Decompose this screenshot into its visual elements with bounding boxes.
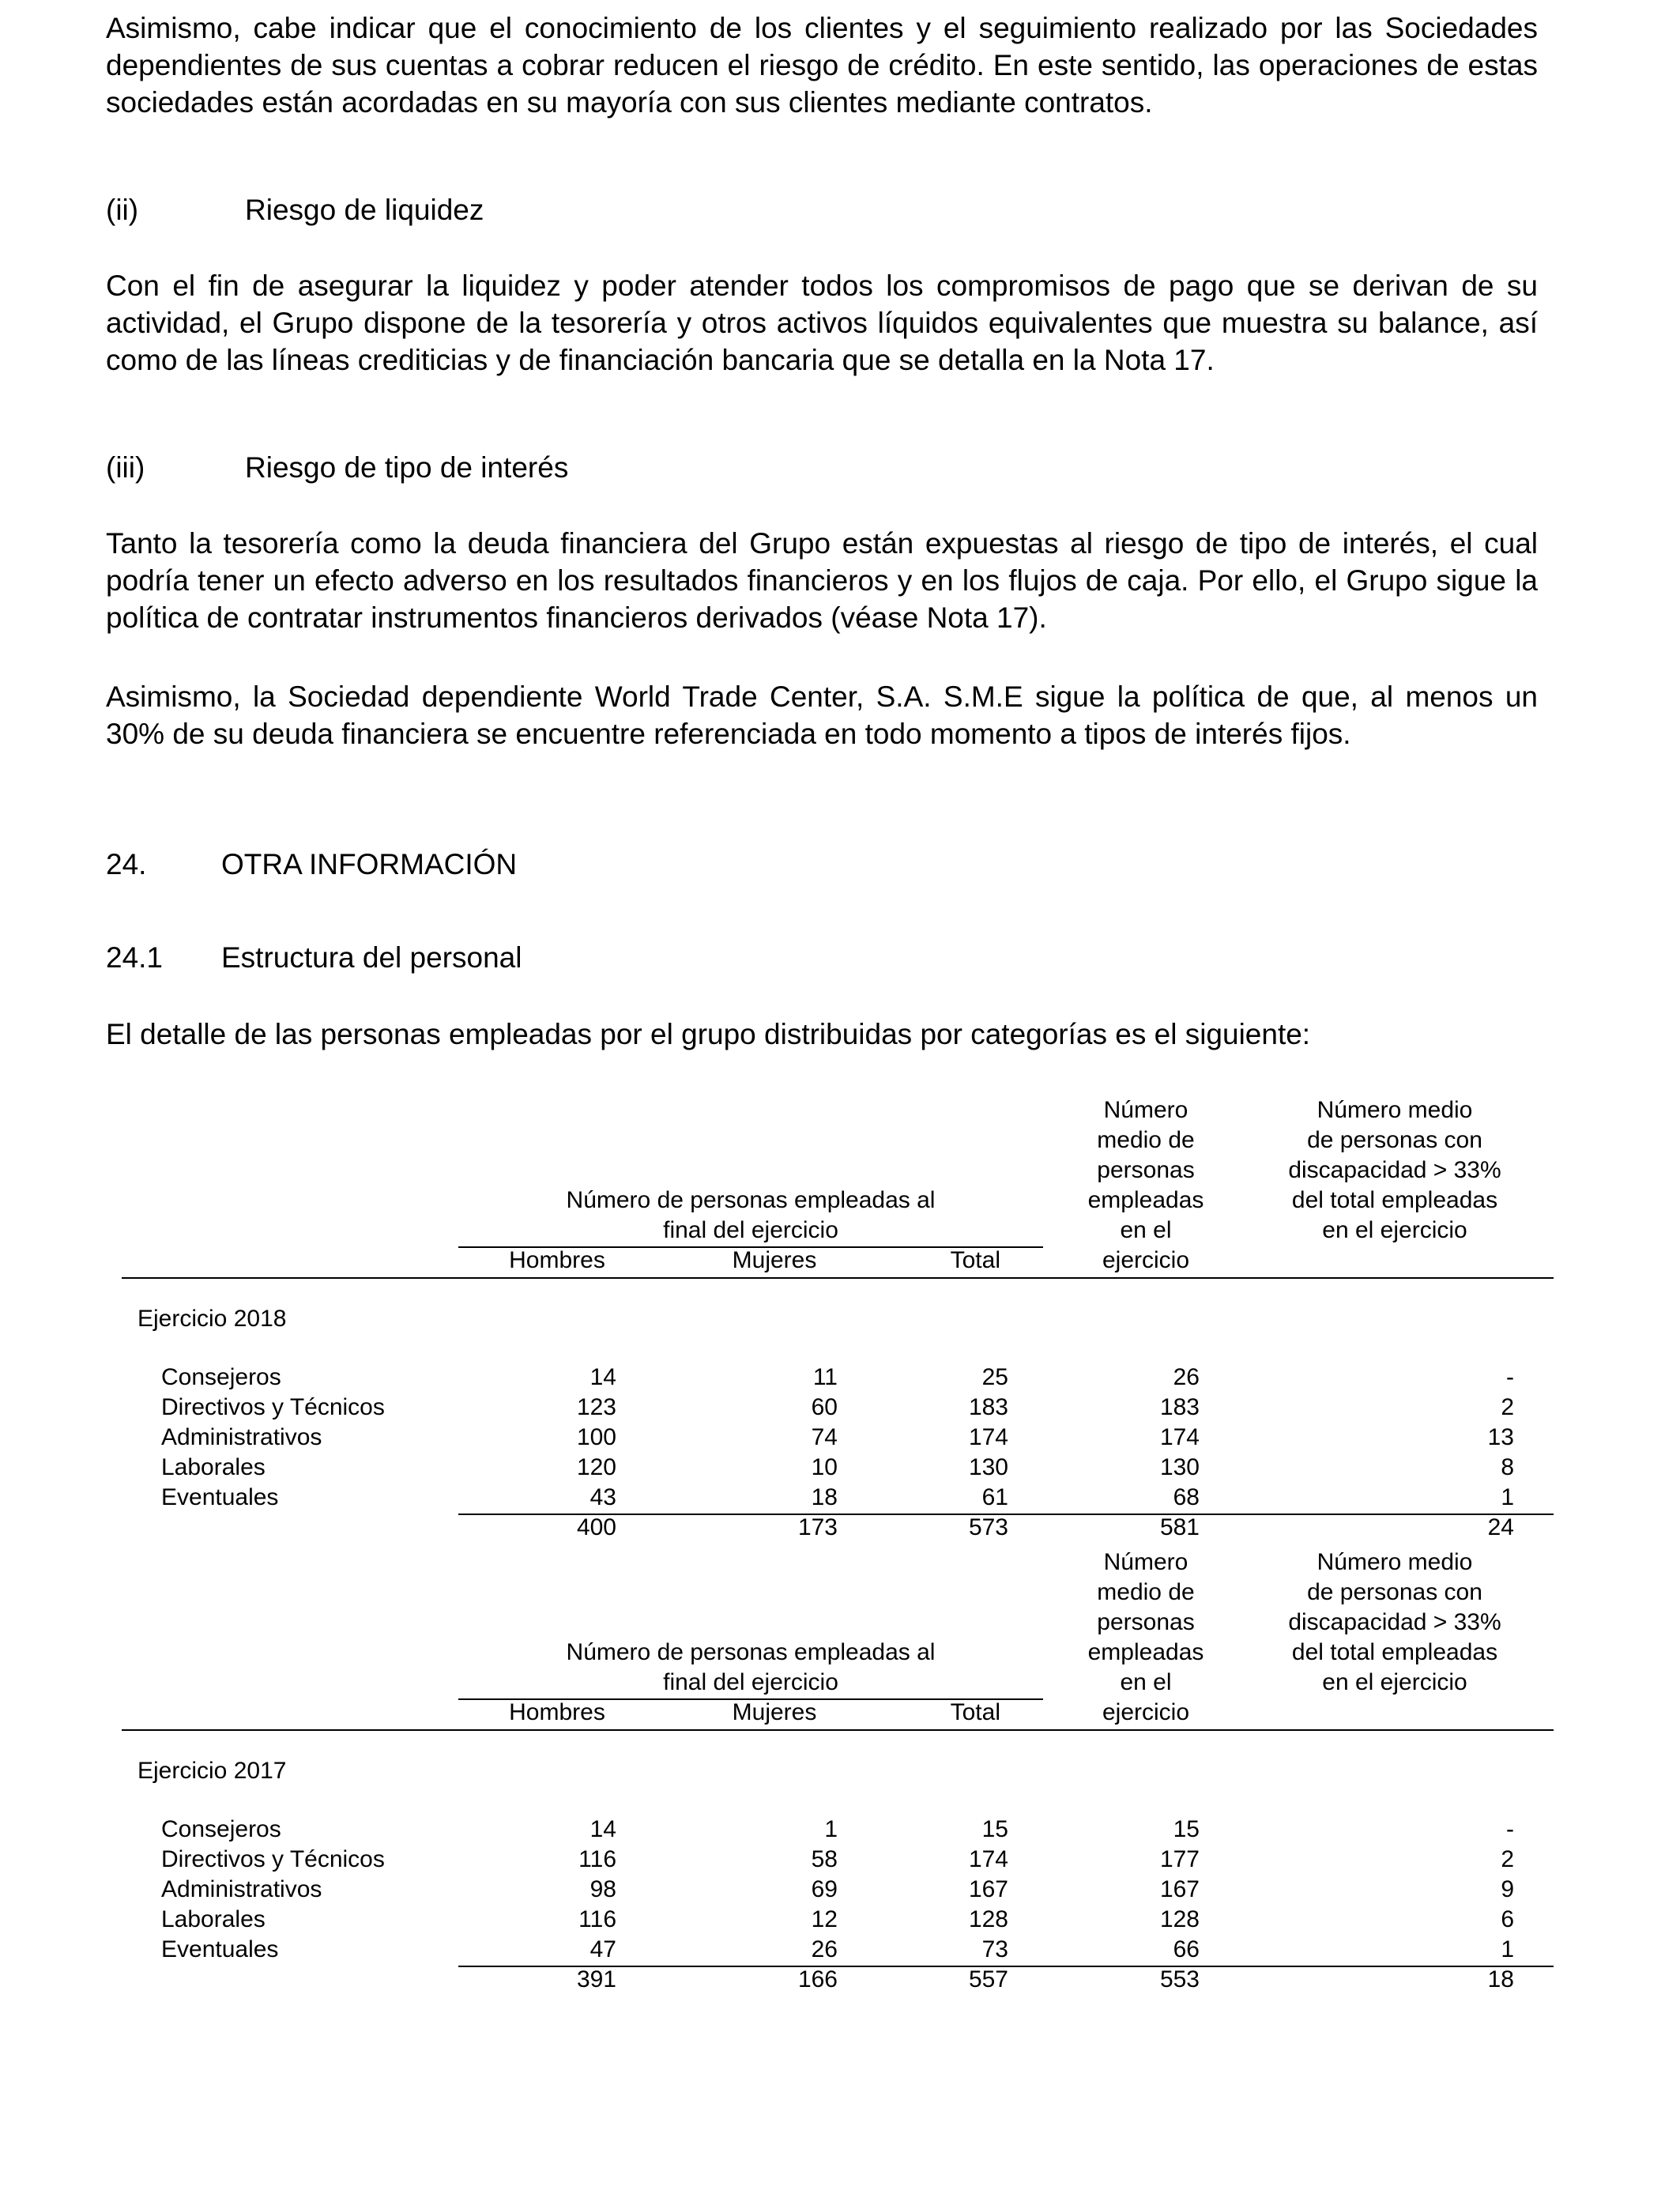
table-row-total: 130: [968, 1454, 1008, 1480]
table-row-total: 183: [968, 1394, 1008, 1420]
header-women: Mujeres: [732, 1247, 817, 1273]
header-avg-disabled: de personas con: [1307, 1579, 1482, 1605]
totals-row-women: 173: [797, 1514, 838, 1540]
table-row-men: 14: [590, 1816, 616, 1842]
table-row-avg: 130: [1159, 1454, 1200, 1480]
table-row-total: 167: [968, 1876, 1008, 1902]
table-row-category: Consejeros: [161, 1364, 281, 1390]
totals-row-women: 166: [797, 1966, 838, 1992]
table-row-disabled: 2: [1501, 1394, 1514, 1420]
section-iii-number: (iii): [106, 451, 145, 484]
table-row-disabled: 8: [1501, 1454, 1514, 1480]
fiscal-year-label: Ejercicio 2018: [137, 1306, 287, 1332]
section-ii-number: (ii): [106, 194, 139, 226]
table-row-category: Laborales: [161, 1454, 266, 1480]
table-row-total: 15: [981, 1816, 1008, 1842]
table-row-category: Eventuales: [161, 1484, 279, 1510]
table-row-total: 128: [968, 1906, 1008, 1932]
header-bottom-rule: [122, 1277, 1554, 1279]
header-avg-disabled: discapacidad > 33%: [1288, 1157, 1501, 1183]
header-avg-employees: empleadas: [1087, 1639, 1204, 1665]
table-row-avg: 174: [1159, 1424, 1200, 1450]
header-avg-employees: ejercicio: [1102, 1699, 1190, 1725]
header-avg-disabled: Número medio: [1317, 1549, 1473, 1575]
paragraph-liquidity: Con el fin de asegurar la liquidez y poder atender todos los compromisos de pago que se derivan de su actividad, el Grupo dispone de la tesorería y otros activos líquidos equivalentes que muestra su balance, así como de las líneas crediticias y de financiación bancaria que se detalla en la Nota 17.: [106, 270, 1538, 376]
totals-row-avg: 581: [1159, 1514, 1200, 1540]
table-row-men: 98: [590, 1876, 616, 1902]
section-24-1-title: Estructura del personal: [221, 941, 522, 974]
paragraph-interest-rate: Tanto la tesorería como la deuda financiera del Grupo están expuestas al riesgo de tipo de interés, el cual podría tener un efecto adverso en los resultados financieros y en los flujos de caja. Por ello, el Grupo sigue la política de contratar instrumentos financieros derivados (véase Nota 17).: [106, 527, 1538, 634]
table-row-avg: 68: [1173, 1484, 1200, 1510]
table-row-category: Eventuales: [161, 1936, 279, 1962]
header-total: Total: [950, 1699, 1000, 1725]
header-employees-year-end: Número de personas empleadas al: [566, 1639, 936, 1665]
paragraph-credit-risk: Asimismo, cabe indicar que el conocimiento de los clientes y el seguimiento realizado por las Sociedades dependientes de sus cuentas a cobrar reducen el riesgo de crédito. En este sentido, las operaciones de estas sociedades están acordadas en su mayoría con sus clientes mediante contratos.: [106, 12, 1538, 119]
totals-row-total: 557: [968, 1966, 1008, 1992]
header-employees-year-end: final del ejercicio: [663, 1217, 838, 1243]
header-men: Hombres: [509, 1247, 605, 1273]
totals-row-disabled: 18: [1487, 1966, 1514, 1992]
header-avg-employees: empleadas: [1087, 1187, 1204, 1213]
header-avg-employees: medio de: [1097, 1579, 1195, 1605]
table-row-disabled: 1: [1501, 1936, 1514, 1962]
table-row-category: Administrativos: [161, 1424, 322, 1450]
header-avg-disabled: en el ejercicio: [1322, 1669, 1467, 1695]
table-row-total: 61: [981, 1484, 1008, 1510]
table-row-men: 116: [578, 1846, 616, 1872]
table-row-total: 73: [981, 1936, 1008, 1962]
header-avg-disabled: Número medio: [1317, 1097, 1473, 1123]
section-24-1-number: 24.1: [106, 941, 164, 974]
fiscal-year-label: Ejercicio 2017: [137, 1758, 287, 1784]
table-row-total: 25: [981, 1364, 1008, 1390]
totals-row-men: 400: [576, 1514, 616, 1540]
table-row-total: 174: [968, 1424, 1008, 1450]
table-row-category: Directivos y Técnicos: [161, 1394, 385, 1420]
header-avg-employees: Número: [1103, 1549, 1188, 1575]
table-row-disabled: 13: [1487, 1424, 1514, 1450]
table-row-avg: 177: [1159, 1846, 1200, 1872]
table-row-women: 60: [811, 1394, 838, 1420]
table-row-disabled: 1: [1501, 1484, 1514, 1510]
header-avg-employees: medio de: [1097, 1127, 1195, 1153]
table-row-category: Administrativos: [161, 1876, 322, 1902]
table-row-disabled: 2: [1501, 1846, 1514, 1872]
table-row-avg: 128: [1159, 1906, 1200, 1932]
table-row-avg: 66: [1173, 1936, 1200, 1962]
totals-rule: [458, 1514, 1554, 1515]
header-avg-employees: en el: [1120, 1217, 1172, 1243]
table-row-avg: 167: [1159, 1876, 1200, 1902]
table-row-women: 10: [811, 1454, 838, 1480]
table-row-avg: 26: [1173, 1364, 1200, 1390]
table-row-women: 11: [812, 1364, 838, 1390]
table-row-men: 116: [578, 1906, 616, 1932]
table-row-women: 18: [811, 1484, 838, 1510]
header-avg-disabled: del total empleadas: [1291, 1639, 1498, 1665]
totals-row-disabled: 24: [1487, 1514, 1514, 1540]
table-row-category: Laborales: [161, 1906, 266, 1932]
table-row-men: 123: [576, 1394, 616, 1420]
header-employees-year-end: Número de personas empleadas al: [566, 1187, 936, 1213]
header-bottom-rule: [122, 1729, 1554, 1731]
section-24-number: 24.: [106, 848, 147, 880]
totals-rule: [458, 1966, 1554, 1967]
totals-row-avg: 553: [1159, 1966, 1200, 1992]
table-row-avg: 15: [1173, 1816, 1200, 1842]
table-row-disabled: -: [1506, 1816, 1514, 1842]
table-row-men: 14: [590, 1364, 616, 1390]
paragraph-wtc-policy: Asimismo, la Sociedad dependiente World Trade Center, S.A. S.M.E sigue la política de que, al menos un 30% de su deuda financiera se encuentre referenciada en todo momento a tipos de interés fijos.: [106, 680, 1538, 750]
header-men: Hombres: [509, 1699, 605, 1725]
table-row-men: 43: [590, 1484, 616, 1510]
header-avg-disabled: en el ejercicio: [1322, 1217, 1467, 1243]
table-row-women: 69: [811, 1876, 838, 1902]
table-row-women: 58: [811, 1846, 838, 1872]
section-iii-title: Riesgo de tipo de interés: [245, 451, 569, 484]
header-avg-employees: personas: [1097, 1609, 1195, 1635]
table-row-total: 174: [968, 1846, 1008, 1872]
table-row-men: 100: [576, 1424, 616, 1450]
header-avg-disabled: del total empleadas: [1291, 1187, 1498, 1213]
table-row-avg: 183: [1159, 1394, 1200, 1420]
header-avg-disabled: discapacidad > 33%: [1288, 1609, 1501, 1635]
table-row-women: 26: [811, 1936, 838, 1962]
table-row-men: 47: [590, 1936, 616, 1962]
totals-row-total: 573: [968, 1514, 1008, 1540]
header-avg-employees: personas: [1097, 1157, 1195, 1183]
table-row-women: 1: [824, 1816, 838, 1842]
section-24-title: OTRA INFORMACIÓN: [221, 848, 518, 880]
table-row-men: 120: [576, 1454, 616, 1480]
table-row-disabled: 9: [1501, 1876, 1514, 1902]
header-avg-disabled: de personas con: [1307, 1127, 1482, 1153]
table-row-disabled: -: [1506, 1364, 1514, 1390]
header-avg-employees: Número: [1103, 1097, 1188, 1123]
header-avg-employees: ejercicio: [1102, 1247, 1190, 1273]
table-row-category: Consejeros: [161, 1816, 281, 1842]
paragraph-table-intro: El detalle de las personas empleadas por el grupo distribuidas por categorías es el siguiente:: [106, 1018, 1311, 1050]
table-row-women: 12: [811, 1906, 838, 1932]
table-row-disabled: 6: [1501, 1906, 1514, 1932]
header-employees-year-end: final del ejercicio: [663, 1669, 838, 1695]
header-women: Mujeres: [732, 1699, 817, 1725]
table-row-women: 74: [811, 1424, 838, 1450]
table-row-category: Directivos y Técnicos: [161, 1846, 385, 1872]
header-total: Total: [950, 1247, 1000, 1273]
section-ii-title: Riesgo de liquidez: [245, 194, 484, 226]
header-avg-employees: en el: [1120, 1669, 1172, 1695]
totals-row-men: 391: [576, 1966, 616, 1992]
